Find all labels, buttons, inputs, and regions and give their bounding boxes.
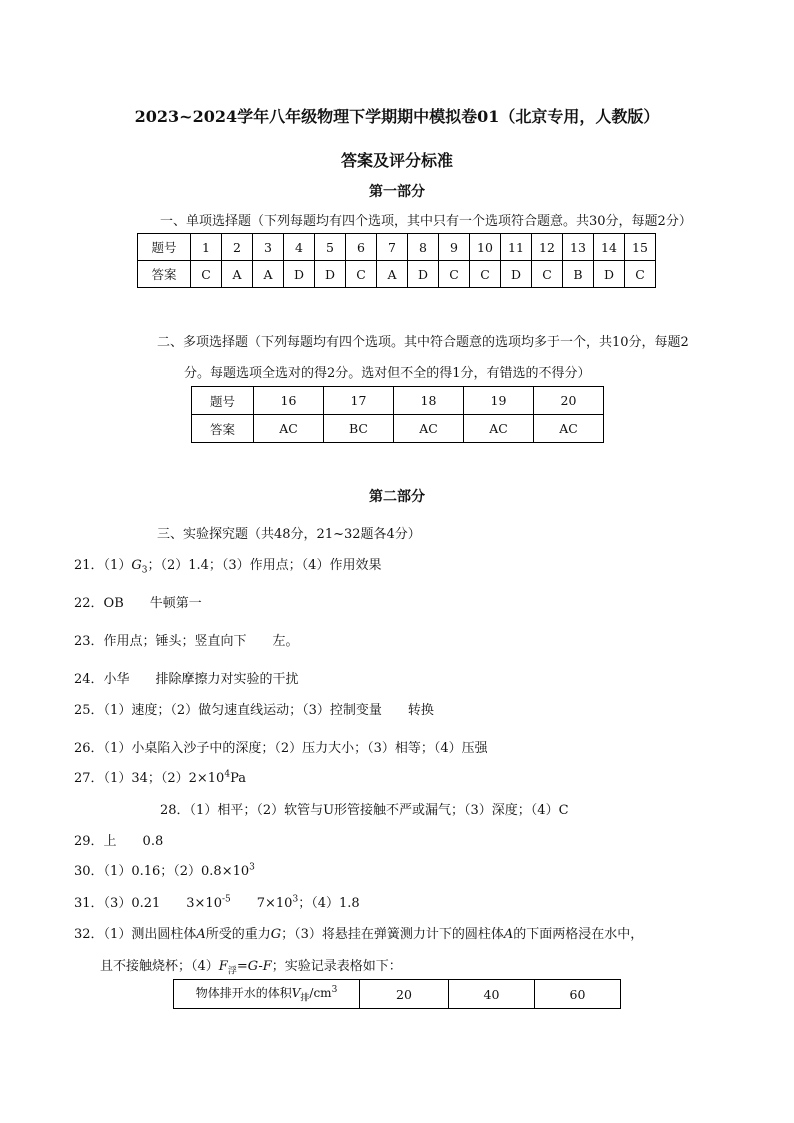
- answer-cell: C: [191, 261, 222, 288]
- answer-21-symbol: G: [131, 558, 142, 573]
- question-number: 7: [377, 234, 408, 261]
- section2-heading-line1: 二、多项选择题（下列每题均有四个选项。其中符合题意的选项均多于一个，共10分，每题2: [157, 335, 689, 350]
- answer-32-text: ；（3）将悬挂在弹簧测力计下的圆柱体: [281, 927, 504, 942]
- question-number: 8: [408, 234, 439, 261]
- row-label-question: 题号: [138, 234, 191, 261]
- answer-32-symbol-g: G: [270, 927, 282, 942]
- volume-unit-exponent: 3: [331, 985, 338, 996]
- volume-unit: /cm: [309, 986, 332, 1001]
- section2-heading-line2: 分。每题选项全选对的得2分。选对但不全的得1分，有错选的不得分）: [184, 366, 591, 381]
- answer-cell: BC: [324, 415, 394, 443]
- question-number: 6: [346, 234, 377, 261]
- question-number: 14: [594, 234, 625, 261]
- row-label-question: 题号: [192, 387, 254, 415]
- answer-31-exponent-2: 3: [292, 894, 299, 905]
- table-row: [192, 415, 604, 443]
- answer-cell: A: [377, 261, 408, 288]
- question-number: 17: [324, 387, 394, 415]
- answer-23: 23．作用点；锤头；竖直向下 左。: [74, 634, 299, 649]
- answer-29: 29．上 0.8: [74, 834, 164, 849]
- volume-symbol: V: [291, 986, 301, 1001]
- table-row: [138, 261, 656, 288]
- table-row: [192, 387, 604, 415]
- volume-value: 40: [449, 980, 535, 1009]
- table-row: [138, 234, 656, 261]
- answer-32-text: 32．（1）测出圆柱体: [74, 927, 197, 942]
- single-choice-table: [137, 233, 656, 288]
- question-number: 18: [394, 387, 464, 415]
- question-number: 15: [625, 234, 656, 261]
- document-title: 2023~2024学年八年级物理下学期期中模拟卷01（北京专用，人教版）: [134, 107, 660, 126]
- section1-heading: 一、单项选择题（下列每题均有四个选项，其中只有一个选项符合题意。共30分，每题2分）: [160, 214, 692, 229]
- answer-cell: A: [253, 261, 284, 288]
- answer-cell: D: [315, 261, 346, 288]
- answer-cell: C: [346, 261, 377, 288]
- row-label-answer: 答案: [138, 261, 191, 288]
- part1-heading: 第一部分: [369, 184, 425, 200]
- answer-cell: C: [532, 261, 563, 288]
- answer-32-line1: [74, 923, 643, 942]
- answer-27-prefix: 27．（1）34；（2）2×10: [74, 771, 225, 786]
- answer-31: [74, 892, 360, 911]
- answer-cell: D: [284, 261, 315, 288]
- answer-cell: C: [625, 261, 656, 288]
- multiple-choice-table: [191, 386, 604, 443]
- answer-22: 22．OB 牛顿第一: [74, 596, 202, 611]
- question-number: 19: [464, 387, 534, 415]
- answer-32-text: 所受的重力: [205, 927, 271, 942]
- question-number: 20: [534, 387, 604, 415]
- answer-32-text: 的下面两格浸在水中，: [513, 927, 644, 942]
- question-number: 1: [191, 234, 222, 261]
- answer-21-subscript: 3: [141, 565, 148, 576]
- answer-32-text: ；实验记录表格如下：: [271, 959, 402, 974]
- answer-32-symbol-a: A: [503, 927, 514, 942]
- answer-32-subscript: 浮: [227, 966, 237, 977]
- answer-cell: D: [594, 261, 625, 288]
- answer-cell: D: [501, 261, 532, 288]
- answer-31-middle: 7×10: [230, 896, 293, 911]
- answer-cell: AC: [394, 415, 464, 443]
- answer-cell: C: [439, 261, 470, 288]
- question-number: 4: [284, 234, 315, 261]
- answer-24: 24．小华 排除摩擦力对实验的干扰: [74, 672, 299, 687]
- answer-27: [74, 767, 246, 786]
- question-number: 11: [501, 234, 532, 261]
- answer-31-exponent-1: -5: [221, 894, 231, 905]
- row-label-answer: 答案: [192, 415, 254, 443]
- answer-cell: AC: [534, 415, 604, 443]
- answer-cell: C: [470, 261, 501, 288]
- answer-21-text: ；（2）1.4；（3）作用点；（4）作用效果: [147, 558, 382, 573]
- answer-30: [74, 860, 255, 879]
- answer-cell: A: [222, 261, 253, 288]
- answer-21: [74, 554, 381, 576]
- document-subtitle: 答案及评分标准: [340, 151, 453, 170]
- answer-32-line2: [100, 955, 402, 977]
- question-number: 3: [253, 234, 284, 261]
- volume-value: 20: [360, 980, 449, 1009]
- question-number: 13: [563, 234, 594, 261]
- part2-heading: 第二部分: [369, 489, 425, 505]
- answer-27-exponent: 4: [224, 769, 231, 780]
- answer-32-text: 且不接触烧杯；（4）: [100, 959, 219, 974]
- question-number: 5: [315, 234, 346, 261]
- experiment-record-table: [173, 979, 621, 1009]
- question-number: 12: [532, 234, 563, 261]
- answer-32-symbol-a: A: [196, 927, 206, 942]
- answer-30-text: 30．（1）0.16；（2）0.8×10: [74, 864, 250, 879]
- answer-27-unit: Pa: [230, 771, 246, 786]
- volume-label-cell: [174, 980, 360, 1009]
- question-number: 9: [439, 234, 470, 261]
- answer-32-formula: =G-F: [236, 959, 272, 974]
- answer-30-exponent: 3: [249, 862, 255, 873]
- answer-21-prefix: 21．（1）: [74, 558, 132, 573]
- answer-31-suffix: ；（4）1.8: [298, 896, 360, 911]
- volume-subscript: 排: [300, 993, 310, 1004]
- answer-31-prefix: 31．（3）0.21 3×10: [74, 896, 222, 911]
- table-row: [174, 980, 621, 1009]
- answer-32-symbol-f: F: [218, 959, 228, 974]
- answer-25: 25．（1）速度；（2）做匀速直线运动；（3）控制变量 转换: [74, 703, 434, 718]
- question-number: 2: [222, 234, 253, 261]
- section3-heading: 三、实验探究题（共48分，21~32题各4分）: [157, 527, 421, 542]
- question-number: 16: [254, 387, 324, 415]
- answer-cell: D: [408, 261, 439, 288]
- volume-value: 60: [535, 980, 621, 1009]
- answer-cell: B: [563, 261, 594, 288]
- answer-26: 26．（1）小桌陷入沙子中的深度；（2）压力大小；（3）相等；（4）压强: [74, 741, 488, 756]
- answer-28: 28．（1）相平；（2）软管与U形管接触不严或漏气；（3）深度；（4）C: [160, 803, 569, 818]
- answer-cell: AC: [464, 415, 534, 443]
- volume-label: 物体排开水的体积: [195, 986, 292, 1001]
- answer-cell: AC: [254, 415, 324, 443]
- question-number: 10: [470, 234, 501, 261]
